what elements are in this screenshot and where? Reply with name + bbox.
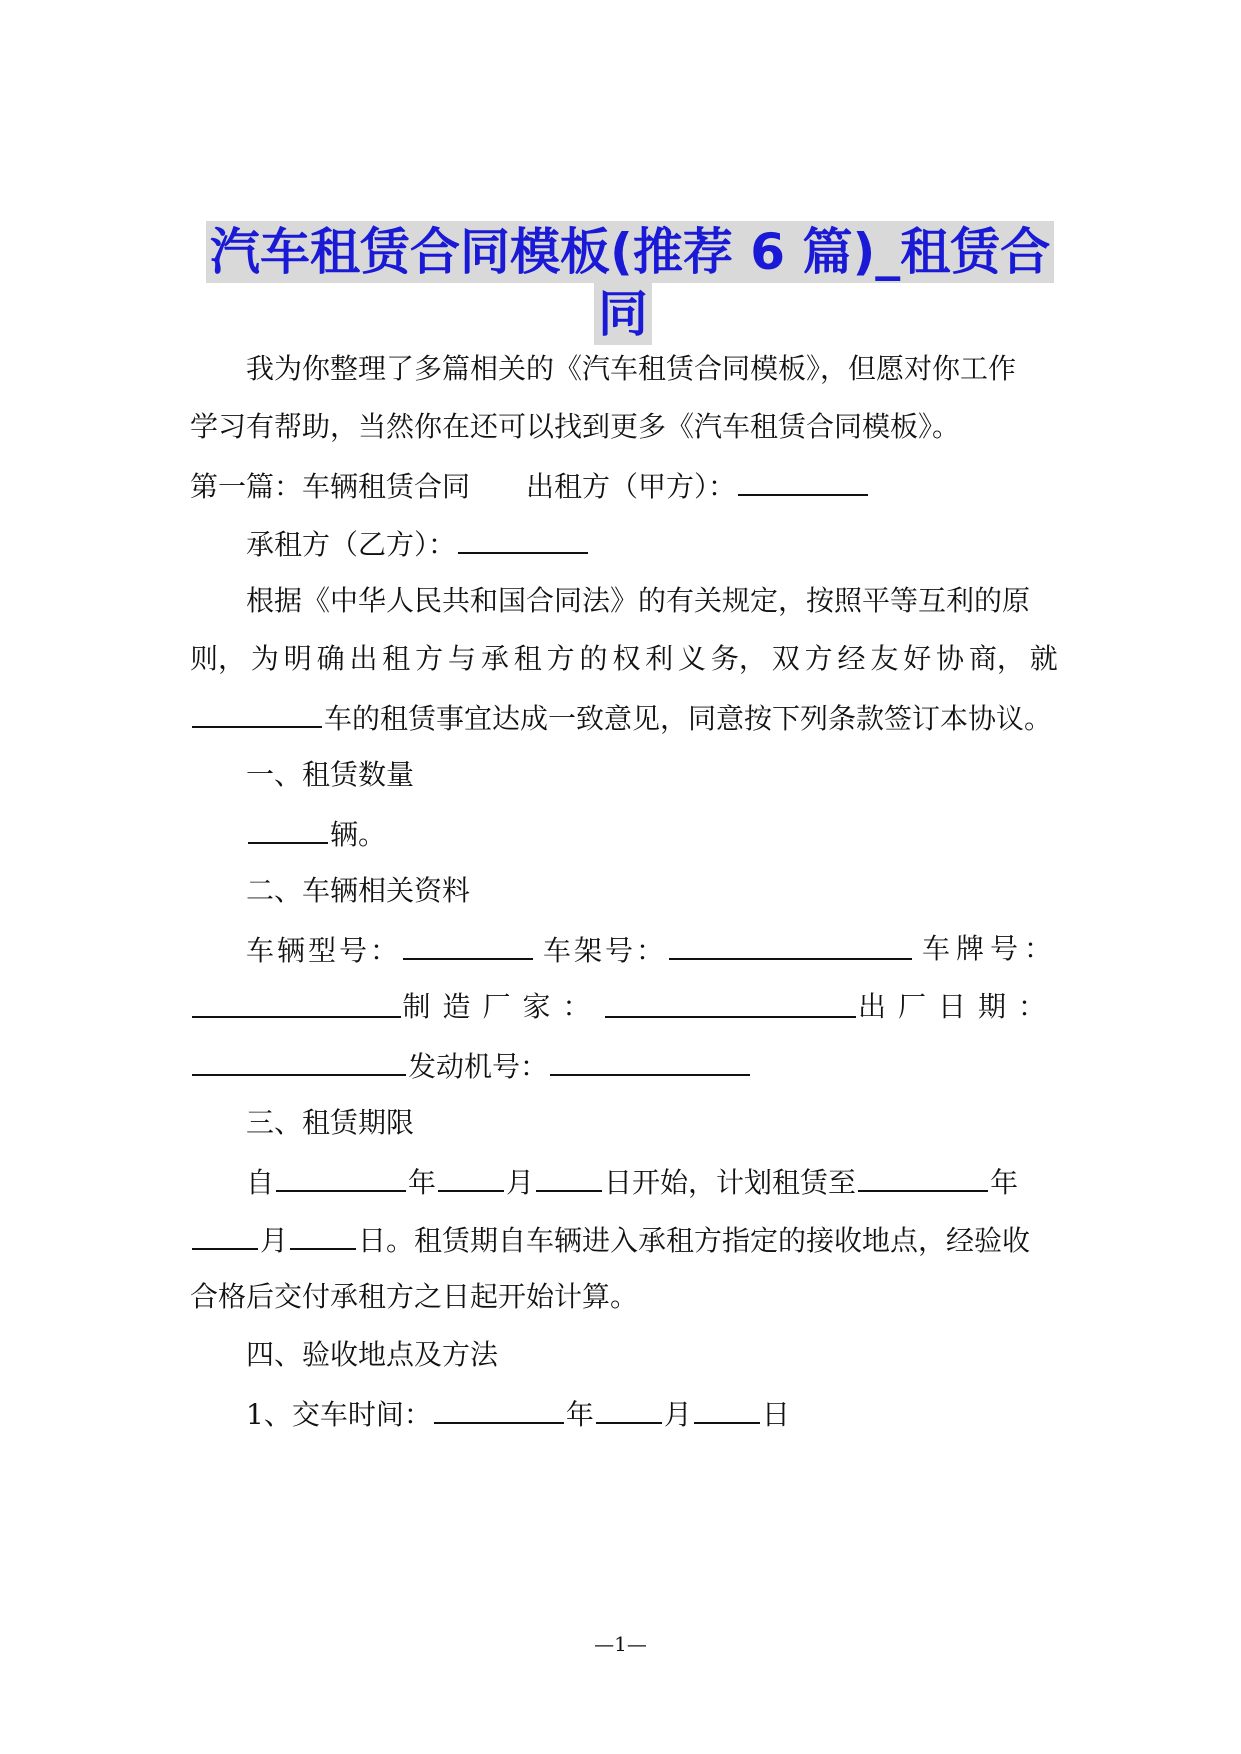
model-blank [403,932,533,960]
clause1-heading: 一、租赁数量 [246,758,415,791]
basis-line-2-char: 租 [382,642,411,675]
vehicle-info-line-2 [190,990,1058,1024]
delivery-month-blank [596,1396,662,1424]
basis-line-2-char: 双 [771,642,800,675]
section1-heading-line [190,468,1058,504]
basis-line-2-char: 明 [283,642,312,675]
plate-blank [192,990,401,1018]
period-line-2: 月 日。租赁期自车辆进入承租方指定的接收地点，经验收 [190,1222,1058,1258]
basis-line-3: 车的租赁事宜达成一致意见，同意按下列条款签订本协议。 [190,700,1058,736]
delivery-day-blank [694,1396,760,1424]
vehicle-info-line-3 [190,1048,1058,1084]
basis-line-2-char: 出 [349,642,378,675]
end-year-blank [858,1164,988,1192]
basis-line-2 [190,642,1058,676]
intro-line-1: 我为你整理了多篇相关的《汽车租赁合同模板》，但愿对你工作 [246,352,1017,385]
model-label: 车辆型号： [246,934,402,967]
basis-line-2-char: 利 [645,642,674,675]
lessee-blank [458,526,588,554]
basis-line-2-char: 经 [837,642,866,675]
plate-label: 车牌号： [921,932,1058,965]
basis-line-2-char: 义 [678,642,707,675]
basis-line-2-char: 务， [710,642,767,675]
frame-label: 车架号： [542,934,667,967]
delivery-year-blank [434,1396,564,1424]
clause3-heading: 三、租赁期限 [246,1106,415,1139]
end-day-blank [290,1222,356,1250]
basis-line-2-char: 方 [804,642,833,675]
lessee-label: 承租方（乙方）： [246,528,457,561]
basis-line-2-char: 友 [870,642,899,675]
delivery-time-line: 1、交车时间： 年 月 日 [246,1398,790,1431]
clause2-heading: 二、车辆相关资料 [246,874,471,907]
start-month-blank [438,1164,504,1192]
basis-line-2-char: 权 [612,642,641,675]
basis-line-2-char: 承 [480,642,509,675]
vehicle-blank [192,700,322,728]
vehicle-info-line-1 [190,932,1058,968]
lessor-blank [738,468,868,496]
engine-label: 发动机号： [408,1050,549,1083]
basis-line-2-char: 确 [316,642,345,675]
basis-line-2-char: 商， [968,642,1025,675]
end-month-blank [192,1222,258,1250]
engine-blank [550,1048,750,1076]
period-line-3: 合格后交付承租方之日起开始计算。 [190,1280,639,1313]
basis-line-2-char: 租 [513,642,542,675]
basis-line-2-char: 方 [415,642,444,675]
basis-line-2-char: 的 [579,642,608,675]
basis-line-2-char: 好 [903,642,932,675]
page-number: —1— [594,1632,647,1656]
basis-line-1: 根据《中华人民共和国合同法》的有关规定，按照平等互利的原 [246,584,1031,617]
date-blank [192,1048,406,1076]
lessee-line [190,526,1058,562]
period-line-1: 自 年 月 日开始，计划租赁至 年 [246,1166,1019,1199]
basis-line-2-char: 协 [936,642,965,675]
quantity-blank [248,816,328,844]
section1-heading: 第一篇：车辆租赁合同 [190,470,471,503]
maker-label: 制造厂家： [402,990,603,1023]
frame-blank [669,932,912,960]
basis-line-2-char: 则， [190,642,247,675]
intro-line-2: 学习有帮助，当然你在还可以找到更多《汽车租赁合同模板》。 [190,410,961,443]
start-year-blank [276,1164,406,1192]
basis-line-2-char: 为 [250,642,279,675]
document-title-line-1: 汽车租赁合同模板(推荐 6 篇)_租赁合 [206,222,1054,282]
clause4-heading: 四、验收地点及方法 [246,1338,499,1371]
quantity-line: 辆。 [190,816,1058,852]
basis-line-2-char: 就 [1029,642,1058,675]
basis-line-2-char: 方 [546,642,575,675]
start-day-blank [536,1164,602,1192]
date-label: 出厂日期： [857,990,1058,1023]
basis-line-2-char: 与 [448,642,477,675]
document-title-line-2: 同 [594,284,652,344]
maker-blank [605,990,856,1018]
lessor-label: 出租方（甲方）： [526,470,737,503]
